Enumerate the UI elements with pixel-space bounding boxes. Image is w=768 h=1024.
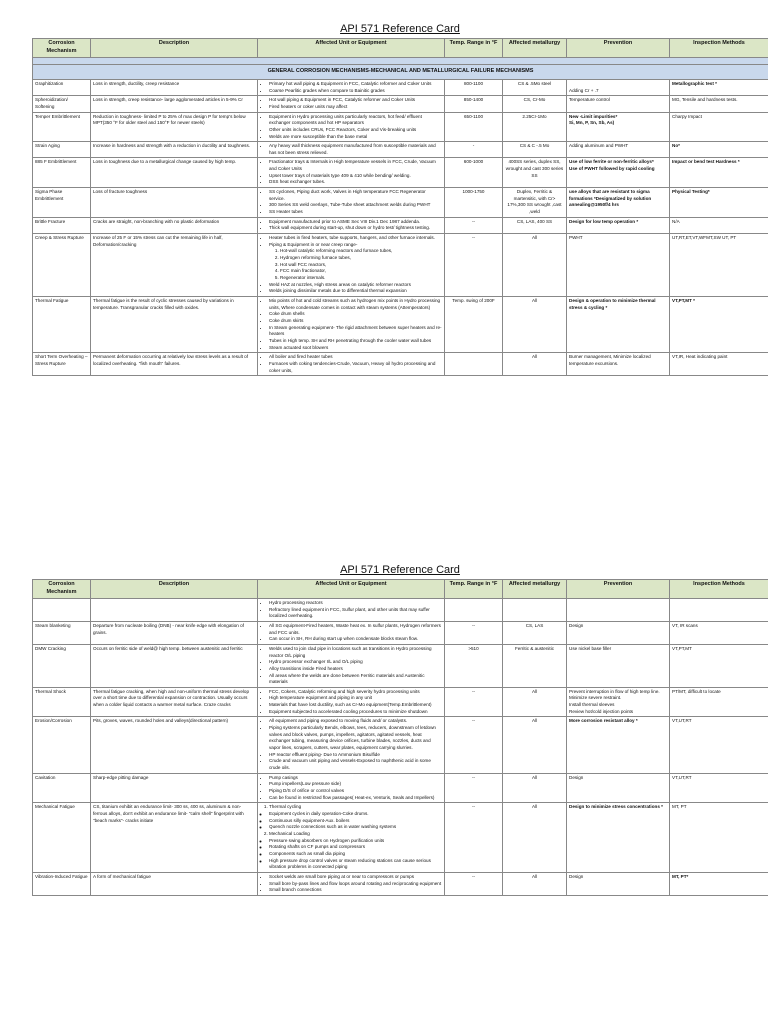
equipment-item: • Small bore by-pass lines and flow loops around rotating and reciprocating equipment xyxy=(269,881,442,888)
temp-range-cell: 650-1100 xyxy=(445,112,503,142)
inspection-cell: MT, PT xyxy=(670,803,768,873)
equipment-item: • Upset tower trays of materials type 409 & 410 while bending/ welding. xyxy=(269,173,442,180)
equipment-item: 5. Regenerator internals. xyxy=(280,275,442,282)
inspection-cell: VT,UT,RT xyxy=(670,717,768,773)
table-row xyxy=(33,296,768,352)
equipment-cell xyxy=(258,188,445,218)
equipment-cell xyxy=(258,803,445,873)
equipment-item: • Hot wall piping & Equipment in FCC, Catalytic reformer and Coker Units xyxy=(269,97,442,104)
equipment-item: • HP reactor effluent piping- Due to Ammonium Bisulfide xyxy=(269,752,442,759)
inspection-cell: N/A xyxy=(670,217,768,233)
equipment-cell xyxy=(258,872,445,895)
mechanism-cell: Steam blanketing xyxy=(33,621,91,644)
equipment-item: • All equipment and piping exposed to moving fluids and/ or catalysts. xyxy=(269,718,442,725)
mechanism-cell: Spheroidization/ Softening xyxy=(33,96,91,112)
header-prevention: Prevention xyxy=(567,39,670,58)
table-row xyxy=(33,112,768,142)
description-cell: A form of mechanical fatigue xyxy=(91,872,258,895)
metallurgy-cell: All xyxy=(503,872,567,895)
equipment-item: • Any heavy wall thickness equipment manufactured from susceptible materials and has not been stress relieved. xyxy=(269,143,442,156)
mechanism-cell: Thermal Shock xyxy=(33,687,91,717)
table-row xyxy=(33,717,768,773)
equipment-list xyxy=(260,282,442,295)
mechanism-cell: Short Term Overheating – Stress Rupture xyxy=(33,353,91,376)
equipment-item: ◦ Rotating shafts on CF pumps and compressors xyxy=(269,844,442,851)
metallurgy-cell xyxy=(503,598,567,621)
metallurgy-cell: CS & C -.5 Mo xyxy=(503,142,567,158)
inspection-cell: UT,RT,ET,VT,WFMT,SW UT, PT xyxy=(670,234,768,297)
inspection-cell: Charpy Impact xyxy=(670,112,768,142)
temp-range-cell: - xyxy=(445,142,503,158)
mechanisms-table xyxy=(32,38,768,376)
temp-range-cell: -- xyxy=(445,621,503,644)
temp-range-cell: -- xyxy=(445,872,503,895)
temp-range-cell xyxy=(445,353,503,376)
equipment-list xyxy=(260,838,442,871)
equipment-item: • Hydro processor exchanger I/L and O/L piping xyxy=(269,659,442,666)
metallurgy-cell: All xyxy=(503,296,567,352)
metallurgy-cell: All xyxy=(503,687,567,717)
prevention-cell: Design to minimize stress concentrations * xyxy=(567,803,670,873)
header-temp-range: Temp. Range in °F xyxy=(445,39,503,58)
equipment-item: • Furnaces with coking tendencies-Crude, Vacuum, Heavy oil hydro processing and coker units, xyxy=(269,361,442,374)
equipment-item: 1. Hot-wall catalytic reforming reactors and furnace tubes, xyxy=(280,248,442,255)
description-cell: Loss in strength, ductility, creep resistance xyxy=(91,79,258,95)
equipment-list xyxy=(260,81,442,94)
equipment-list xyxy=(260,143,442,156)
description-cell: Thermal fatigue cracking, when high and non-uniform thermal stress develop over a short time due to differential expansion or contraction. Usually occurs when a colder liquid contacts a warmer metal surface. Craze cracks xyxy=(91,687,258,717)
metallurgy-cell: 2.25Cr-1Mo xyxy=(503,112,567,142)
equipment-list xyxy=(260,718,442,771)
prevention-cell: Adding Cr + .7 xyxy=(567,79,670,95)
prevention-cell: Prevent interruption in flow of high temp line. Minimize severe restraint. Install thermal sleeves Review hot/cold injection points xyxy=(567,687,670,717)
equipment-group: 1. Thermal cycling ◦ Equipment cycles in daily operation-Coke drums. ◦ Continuous silly equipment-Aux. boilers ◦ Quench nozzle connections such as in water washing systems xyxy=(269,804,442,831)
equipment-item: • Can occur in SH, RH during start up when condensate blocks steam flow. xyxy=(269,636,442,643)
reference-card-page-1 xyxy=(32,22,768,376)
mechanism-cell: Strain Aging xyxy=(33,142,91,158)
metallurgy-cell: 400SS series, duplex SS, wrought and cast 300 series SS xyxy=(503,158,567,188)
section-title: GENERAL CORROSION MECHANISMS-MECHANICAL AND METALLURGICAL FAILURE MECHANISMS xyxy=(33,64,768,79)
temp-range-cell xyxy=(445,598,503,621)
equipment-item: ◦ Quench nozzle connections such as in water washing systems xyxy=(269,824,442,831)
equipment-item: • Equipment manufactured prior to ASME Sec VIII Div.1 Dec 1987 addenda. xyxy=(269,219,442,226)
card-title: API 571 Reference Card xyxy=(340,23,460,35)
equipment-list xyxy=(260,623,442,643)
table-row xyxy=(33,353,768,376)
temp-range-cell: -- xyxy=(445,773,503,803)
metallurgy-cell: All xyxy=(503,353,567,376)
equipment-item: 2. Hydrogen reforming furnace tubes, xyxy=(280,255,442,262)
prevention-cell: Use nickel base filler xyxy=(567,644,670,687)
header-prevention: Prevention xyxy=(567,580,670,599)
equipment-item: • All areas where the welds are done between Ferritic materials and Austenitic materials xyxy=(269,673,442,686)
header-inspection: Inspection Methods xyxy=(670,580,768,599)
prevention-cell: PWHT xyxy=(567,234,670,297)
equipment-item: • All boiler and fired heater tubes xyxy=(269,354,442,361)
description-cell: Permanent deformation occurring at relatively low stress levels as a result of localized overheating. "fish mouth" failures. xyxy=(91,353,258,376)
prevention-cell: Burner management, Minimize localized temperature excursions. xyxy=(567,353,670,376)
temp-range-cell: 850-1400 xyxy=(445,96,503,112)
temp-range-cell: Temp. swing of 200F xyxy=(445,296,503,352)
equipment-cell xyxy=(258,142,445,158)
equipment-list xyxy=(260,646,442,686)
equipment-item: • Thick wall equipment during start-up, shut down or hydro test/ tightness testing. xyxy=(269,225,442,232)
equipment-cell xyxy=(258,621,445,644)
table-row xyxy=(33,687,768,717)
prevention-cell: Temperature control xyxy=(567,96,670,112)
inspection-cell: PT/MT, difficult to locate xyxy=(670,687,768,717)
equipment-cell xyxy=(258,79,445,95)
equipment-item: • Small branch connections xyxy=(269,887,442,894)
equipment-item: • FCC, Cokers, Catalytic reforming and high severity hydro processing units xyxy=(269,689,442,696)
prevention-cell: use alloys that are resistant to sigma formations *Desigmatized by solution annealing@1950f/4 hrs xyxy=(567,188,670,218)
equipment-item: • Steam actuated soot blowers xyxy=(269,345,442,352)
inspection-cell: Metallographic test * xyxy=(670,79,768,95)
mechanism-cell: Creep & Stress Rupture xyxy=(33,234,91,297)
equipment-cell xyxy=(258,296,445,352)
equipment-sublist xyxy=(269,248,442,281)
table-row xyxy=(33,96,768,112)
temp-range-cell: 600-1000 xyxy=(445,158,503,188)
equipment-item: • Mix points of hot and cold streams such as hydrogen mix points in Hydro processing units, Where condensate comes in contact with steam systems (Attemperators) xyxy=(269,298,442,311)
temp-range-cell: -- xyxy=(445,217,503,233)
equipment-item: ◦ Pressure swing absorbers on Hydrogen purification units xyxy=(269,838,442,845)
table-row xyxy=(33,621,768,644)
description-cell: Pits, groves, waves, rounded holes and valleys(directional pattern) xyxy=(91,717,258,773)
mechanism-cell: Erosion/Corrosion xyxy=(33,717,91,773)
equipment-cell xyxy=(258,773,445,803)
equipment-item: • Equipment in Hydro processing units particularly reactors, hot feed/ effluent exchanger components and hot HP separators xyxy=(269,114,442,127)
header-description: Description xyxy=(91,580,258,599)
metallurgy-cell: All xyxy=(503,773,567,803)
prevention-cell xyxy=(567,598,670,621)
description-cell: Increase in hardness and strength with a reduction in ductility and toughness. xyxy=(91,142,258,158)
equipment-item: • Hydro processing reactors xyxy=(269,600,442,607)
inspection-cell: Impact or bend test Hardness * xyxy=(670,158,768,188)
equipment-item: • Fired heaters or coker units may affect xyxy=(269,104,442,111)
description-cell: Loss in toughness due to a metallurgical change caused by high temp. xyxy=(91,158,258,188)
temp-range-cell: -- xyxy=(445,687,503,717)
equipment-item: • 300 Series SS weld overlays, Tube-Tube sheet attachment welds during PWHT xyxy=(269,202,442,209)
header-row xyxy=(33,580,768,599)
description-cell: Thermal fatigue is the result of cyclic stresses caused by variations in temperature. Transgranular cracks filled with oxides. xyxy=(91,296,258,352)
reference-card-page-2 xyxy=(32,563,768,896)
temp-range-cell: 1000-1750 xyxy=(445,188,503,218)
equipment-cell xyxy=(258,96,445,112)
description-cell: Cracks are straight, non-branching with no plastic deformation xyxy=(91,217,258,233)
inspection-cell: VT,PT,MT * xyxy=(670,296,768,352)
header-row xyxy=(33,39,768,58)
table-row-continuation xyxy=(33,598,768,621)
equipment-cell xyxy=(258,598,445,621)
mechanism-cell: Mechanical Fatigue xyxy=(33,803,91,873)
section-header-row xyxy=(33,64,768,79)
table-row xyxy=(33,773,768,803)
temp-range-cell: -- xyxy=(445,803,503,873)
equipment-item: • Refractory lined equipment in FCC, Sulfur plant, and other units that may suffer localized overheating. xyxy=(269,607,442,620)
prevention-cell: Design for low temp operation * xyxy=(567,217,670,233)
inspection-cell: VT, IR scans xyxy=(670,621,768,644)
mechanism-cell: Graphitization xyxy=(33,79,91,95)
temp-range-cell: -- xyxy=(445,234,503,297)
equipment-item: ◦ Continuous silly equipment-Aux. boilers xyxy=(269,818,442,825)
equipment-item: • Fractionator trays & Internals in High temperature vessels in FCC, Crude, Vacuum and Coker Units xyxy=(269,159,442,172)
equipment-list xyxy=(260,219,442,232)
temp-range-cell: -- xyxy=(445,717,503,773)
equipment-item: • Welds are more susceptible than the base metal xyxy=(269,134,442,141)
temp-range-cell: >510 xyxy=(445,644,503,687)
header-temp-range: Temp. Range in °F xyxy=(445,580,503,599)
equipment-list xyxy=(260,189,442,216)
description-cell: Loss of fracture toughness xyxy=(91,188,258,218)
equipment-item: • Coke drum shells xyxy=(269,311,442,318)
equipment-list xyxy=(260,811,442,831)
prevention-cell: Design & operation to minimize thermal stress & cycling * xyxy=(567,296,670,352)
inspection-cell: Physical Testing* xyxy=(670,188,768,218)
equipment-item: • Coarse Pearlitic grades when compare to Bainitic grades xyxy=(269,88,442,95)
temp-range-cell: 800-1100 xyxy=(445,79,503,95)
equipment-list xyxy=(260,114,442,141)
mechanism-cell: Sigma Phase Embrittlement xyxy=(33,188,91,218)
mechanism-cell xyxy=(33,598,91,621)
equipment-item: • Other units includes CRUs, FCC Reactors, Coker and Vis-breaking units xyxy=(269,127,442,134)
inspection-cell: MG, Tensile and hardness tests. xyxy=(670,96,768,112)
prevention-cell: Design xyxy=(567,872,670,895)
prevention-cell: Design xyxy=(567,773,670,803)
prevention-cell: Use of low ferrite or non-ferritic alloys* Use of PWHT followed by rapid cooling xyxy=(567,158,670,188)
table-row xyxy=(33,158,768,188)
metallurgy-cell: Duplex, Ferritic & martensitic, with Cr> 17%,300 SS wrought ,cast ,weld xyxy=(503,188,567,218)
mechanism-cell: Temper Embrittlement xyxy=(33,112,91,142)
equipment-item: • Equipment subjected to accelerated cooling procedures to minimize shutdown xyxy=(269,709,442,716)
equipment-item: • Welds used to join clad pipe in locations such as transitions in Hydro processing reactor O/L piping xyxy=(269,646,442,659)
equipment-list xyxy=(260,97,442,110)
mechanism-cell: DMW Cracking xyxy=(33,644,91,687)
description-cell: Loss in strength, creep resistance- large agglomerated articles in 5-9% Cr xyxy=(91,96,258,112)
table-row xyxy=(33,234,768,297)
equipment-item: • In Steam generating equipment- The rigid attachment between super heaters and re-heaters xyxy=(269,325,442,338)
equipment-cell xyxy=(258,687,445,717)
mechanism-cell: Vibration-Induced Fatigue xyxy=(33,872,91,895)
equipment-cell xyxy=(258,353,445,376)
equipment-item: • Materials that have lost ductility, such as Cr-Mo equipment(Temp.Embrittlement) xyxy=(269,702,442,709)
description-cell: Departure from nucleate boiling (DNB) - near knife edge with elongation of grains. xyxy=(91,621,258,644)
equipment-item: • High temperature equipment and piping in any unit xyxy=(269,695,442,702)
table-row xyxy=(33,803,768,873)
equipment-item: • Pump impellers(Low pressure side) xyxy=(269,781,442,788)
header-metallurgy: Affected metallurgy xyxy=(503,580,567,599)
metallurgy-cell: All xyxy=(503,234,567,297)
prevention-cell: Adding aluminum and PWHT xyxy=(567,142,670,158)
header-metallurgy: Affected metallurgy xyxy=(503,39,567,58)
equipment-item: 3. Hot wall FCC reactors, xyxy=(280,262,442,269)
table-row xyxy=(33,188,768,218)
equipment-item: ◦ Components such as small dia piping xyxy=(269,851,442,858)
equipment-item: • Piping & Equipment in or near creep range- 1. Hot-wall catalytic reforming reactors and furnace tubes, 2. Hydrogen reforming furnace tubes, 3. Hot wall FCC reactors, 4. FCC main fractionator, 5. Regenerator internals. xyxy=(269,242,442,282)
metallurgy-cell: CS & .5Mo steel xyxy=(503,79,567,95)
equipment-item: • Welds joining dissimilar metals due to differential thermal expansion xyxy=(269,288,442,295)
table-row xyxy=(33,217,768,233)
equipment-item: • Pump casings xyxy=(269,775,442,782)
equipment-cell xyxy=(258,644,445,687)
inspection-cell: MT, PT* xyxy=(670,872,768,895)
header-mechanism: Corrosion Mechanism xyxy=(33,39,91,58)
equipment-item: • Weld HAZ at nozzles, High stress areas on catalytic reformer reactors xyxy=(269,282,442,289)
table-row xyxy=(33,872,768,895)
mechanism-cell: Cavitation xyxy=(33,773,91,803)
equipment-item: • DSS heat exchanger tubes. xyxy=(269,179,442,186)
table-row xyxy=(33,142,768,158)
equipment-item: • Tubes in High temp. SH and RH penetrating through the cooler water wall tubes xyxy=(269,338,442,345)
equipment-item: • SS Heater tubes xyxy=(269,209,442,216)
equipment-list xyxy=(260,689,442,716)
prevention-cell: New -Limit impurities* Si, Mn, P, Sn, Sb, As) xyxy=(567,112,670,142)
equipment-item: • Piping systems particularly Bends, elbows, tees, reducers, downstream of letdown valves and block valves, pumps, impellers, agitators, agitated vessels, heat exchanger tubing, measuring device orifices, turbine blades, nozzles, ducts and vapor lines, scrapers, cutters, wear plates, equipment carrying slurries. xyxy=(269,725,442,752)
equipment-item: 4. FCC main fractionator, xyxy=(280,268,442,275)
equipment-item: • Piping D/S of orifice or control valves xyxy=(269,788,442,795)
description-cell: Reduction in toughness- limited P to 25% of max design P for temp's below MPT(350 °F for older steel and 150°F for newer steels) xyxy=(91,112,258,142)
inspection-cell: VT,UT,RT xyxy=(670,773,768,803)
equipment-list xyxy=(260,354,442,374)
header-inspection: Inspection Methods xyxy=(670,39,768,58)
equipment-list xyxy=(260,298,442,351)
metallurgy-cell: CS, Cr-Mo xyxy=(503,96,567,112)
equipment-item: • Can be found in restricted flow passages( Heat-ex, Venturis, Seals and Impellers) xyxy=(269,795,442,802)
equipment-list xyxy=(260,159,442,186)
equipment-list xyxy=(260,874,442,894)
equipment-item: • Heater tubes in fired heaters, tube supports, hangers, and other furnace internals. xyxy=(269,235,442,242)
header-mechanism: Corrosion Mechanism xyxy=(33,580,91,599)
description-cell: Sharp-edge pitting damage xyxy=(91,773,258,803)
mechanisms-table xyxy=(32,579,768,896)
equipment-group: 2. Mechanical Loading ◦ Pressure swing absorbers on Hydrogen purification units ◦ Rotating shafts on CF pumps and compressors ◦ Components such as small dia piping ◦ High pressure drop control valves or steam reducing stations can cause serious vibration problems in connected piping xyxy=(269,831,442,871)
header-equipment: Affected Unit or Equipment xyxy=(258,580,445,599)
section-spacer xyxy=(33,57,768,64)
equipment-item: • Socket welds are small bore piping at or near to compressors or pumps xyxy=(269,874,442,881)
inspection-cell: VT,PT,MT xyxy=(670,644,768,687)
mechanism-cell: Thermal Fatigue xyxy=(33,296,91,352)
inspection-cell xyxy=(670,598,768,621)
equipment-item: • SS cyclones, Piping duct work, Valves in High temperature FCC Regenerator service. xyxy=(269,189,442,202)
equipment-list xyxy=(260,775,442,802)
equipment-item: ◦ Equipment cycles in daily operation-Coke drums. xyxy=(269,811,442,818)
prevention-cell: Design xyxy=(567,621,670,644)
equipment-cell xyxy=(258,234,445,297)
description-cell xyxy=(91,598,258,621)
equipment-item: • Coke drum skirts xyxy=(269,318,442,325)
header-equipment: Affected Unit or Equipment xyxy=(258,39,445,58)
equipment-item: • Crude and vacuum unit piping and vessels-Exposed to naphthenic acid in some crude oils. xyxy=(269,758,442,771)
equipment-item: • Alloy transitions inside Fired heaters xyxy=(269,666,442,673)
description-cell: CS, titanium exhibit an endurance limit- 300 ss, 400 ss, aluminum & non-ferrous alloys, don't exhibit an endurance limit- "calm shell" fingerprint with "beach marks"- cracks initiate xyxy=(91,803,258,873)
inspection-cell: No* xyxy=(670,142,768,158)
metallurgy-cell: CS, LAS, 400 SS xyxy=(503,217,567,233)
table-row xyxy=(33,79,768,95)
equipment-item: • All SG equipment-Fired heaters, Waste heat ex. In sulfur plants, Hydrogen reformers and FCC units. xyxy=(269,623,442,636)
prevention-cell: More corrosion resistant alloy * xyxy=(567,717,670,773)
metallurgy-cell: All xyxy=(503,803,567,873)
inspection-cell: VT,IR, Heat indicating paint xyxy=(670,353,768,376)
description-cell: Increase of 25 F or 15% stress can cut the remaining life in half, Deformation/cracking xyxy=(91,234,258,297)
equipment-list xyxy=(260,235,442,282)
metallurgy-cell: CS, LAS xyxy=(503,621,567,644)
table-row xyxy=(33,644,768,687)
metallurgy-cell: All xyxy=(503,717,567,773)
equipment-item: ◦ High pressure drop control valves or steam reducing stations can cause serious vibration problems in connected piping xyxy=(269,858,442,871)
header-description: Description xyxy=(91,39,258,58)
equipment-cell xyxy=(258,217,445,233)
mechanism-cell: Brittle Fracture xyxy=(33,217,91,233)
mechanism-cell: 885 F Embrittlement xyxy=(33,158,91,188)
card-title: API 571 Reference Card xyxy=(340,564,460,576)
equipment-list xyxy=(260,600,442,620)
equipment-ordered-list xyxy=(260,804,442,871)
metallurgy-cell: Ferritic & austenitic xyxy=(503,644,567,687)
equipment-cell xyxy=(258,717,445,773)
equipment-item: • Primary hot wall piping & Equipment in FCC, Catalytic reformer and Coker Units xyxy=(269,81,442,88)
equipment-cell xyxy=(258,112,445,142)
description-cell: Occurs on ferritic side of weld@ high temp. between austenitic and ferritic xyxy=(91,644,258,687)
equipment-cell xyxy=(258,158,445,188)
